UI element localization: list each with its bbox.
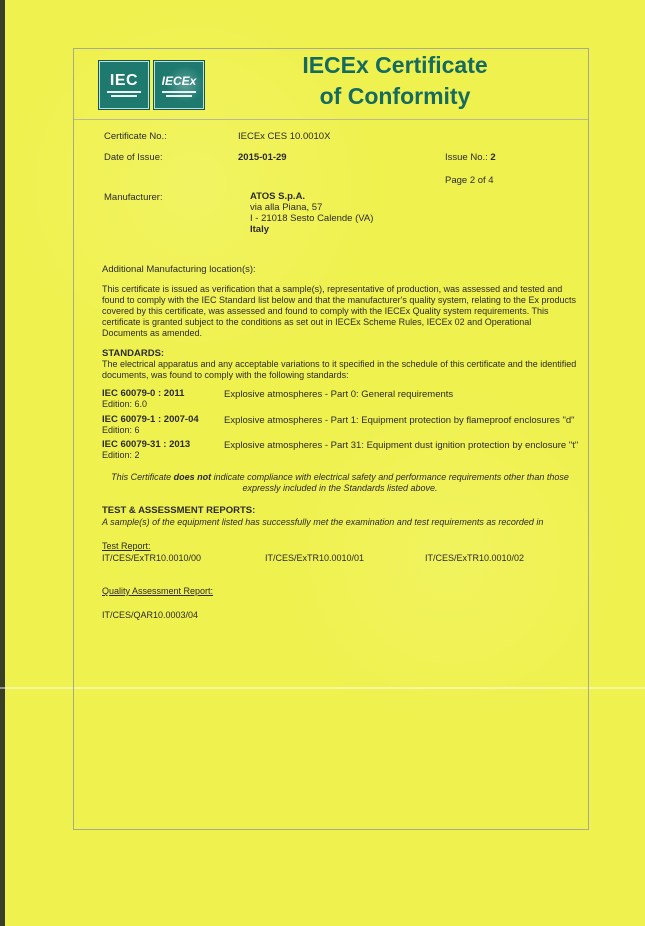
standard-code: IEC 60079-31 : 2013 bbox=[102, 439, 191, 450]
standard-edition: Edition: 6 bbox=[102, 424, 140, 435]
standard-code-cell bbox=[102, 439, 224, 460]
issue-no-label: Issue No.: bbox=[445, 152, 491, 163]
iecex-logo-line bbox=[162, 91, 196, 93]
disclaimer-text: This Certificate bbox=[111, 472, 174, 482]
scan-left-edge bbox=[0, 0, 5, 926]
iec-logo-line bbox=[111, 95, 137, 97]
manufacturer-label: Manufacturer: bbox=[104, 192, 163, 203]
date-of-issue-value: 2015-01-29 bbox=[238, 152, 287, 163]
standard-description: Explosive atmospheres - Part 0: General requirements bbox=[224, 389, 454, 400]
issue-no bbox=[445, 152, 496, 163]
test-report-code: IT/CES/ExTR10.0010/00 bbox=[102, 553, 202, 563]
standard-code-cell bbox=[102, 388, 224, 409]
standard-code: IEC 60079-1 : 2007-04 bbox=[102, 413, 199, 425]
date-of-issue-label: Date of Issue: bbox=[104, 152, 163, 163]
iecex-logo-line bbox=[166, 95, 192, 97]
standard-edition: Edition: 6.0 bbox=[102, 399, 148, 409]
standards-table bbox=[102, 388, 584, 465]
verification-paragraph: This certificate is issued as verification that a sample(s), representative of production, was assessed and tested and found to comply with the IEC Standard list below and that the manufacturer's quality system, relating to the Ex products covered by this certificate, was assessed and found to comply with the IECEx Quality system requirements. This certificate is granted subject to the conditions as set out in IECEx Scheme Rules, IECEx 02 and Operational Documents as amended. bbox=[102, 284, 576, 338]
test-assessment-intro: A sample(s) of the equipment listed has successfully met the examination and test requirements as recorded in bbox=[102, 517, 544, 527]
test-assessment-heading: TEST & ASSESSMENT REPORTS: bbox=[102, 505, 256, 516]
certificate-title bbox=[230, 50, 560, 112]
quality-assessment-report-label: Quality Assessment Report: bbox=[102, 586, 214, 596]
standards-heading: STANDARDS: bbox=[102, 348, 165, 359]
additional-locations-label: Additional Manufacturing location(s): bbox=[102, 264, 256, 275]
iec-logo bbox=[98, 60, 150, 110]
certificate-no-label: Certificate No.: bbox=[104, 131, 167, 142]
standard-edition: Edition: 2 bbox=[102, 450, 140, 460]
iecex-logo-text: IECEx bbox=[161, 74, 197, 88]
certificate-no-value: IECEx CES 10.0010X bbox=[238, 131, 331, 142]
iec-logo-text: IEC bbox=[109, 72, 139, 89]
manufacturer-name: ATOS S.p.A. bbox=[250, 191, 306, 202]
standard-row bbox=[102, 414, 584, 435]
iecex-logo bbox=[153, 60, 205, 110]
issue-no-value: 2 bbox=[490, 152, 496, 163]
standard-code-cell bbox=[102, 414, 224, 435]
disclaimer-paragraph bbox=[102, 472, 578, 494]
test-report-code: IT/CES/ExTR10.0010/02 bbox=[425, 553, 525, 563]
manufacturer-country: Italy bbox=[250, 224, 270, 235]
quality-assessment-report-value: IT/CES/QAR10.0003/04 bbox=[102, 610, 199, 620]
iec-logo-line bbox=[107, 91, 141, 93]
manufacturer-address-block bbox=[250, 191, 373, 235]
manufacturer-city: I - 21018 Sesto Calende (VA) bbox=[250, 213, 374, 224]
title-line-1: IECEx Certificate bbox=[302, 52, 488, 78]
logo-group bbox=[98, 60, 205, 110]
standard-code: IEC 60079-0 : 2011 bbox=[102, 388, 185, 399]
standard-row bbox=[102, 439, 584, 460]
standards-intro: The electrical apparatus and any acceptable variations to it specified in the schedule of this certificate and the identified documents, was found to comply with the following standards: bbox=[102, 359, 577, 380]
title-line-2: of Conformity bbox=[319, 83, 471, 109]
standard-description: Explosive atmospheres - Part 31: Equipment dust ignition protection by enclosure "t" bbox=[224, 440, 579, 451]
test-report-code: IT/CES/ExTR10.0010/01 bbox=[265, 553, 365, 563]
manufacturer-street: via alla Piana, 57 bbox=[250, 202, 323, 213]
standard-description: Explosive atmospheres - Part 1: Equipment protection by flameproof enclosures "d" bbox=[224, 414, 575, 426]
test-report-codes bbox=[102, 553, 584, 563]
test-report-label: Test Report: bbox=[102, 541, 151, 551]
disclaimer-text: indicate compliance with electrical safety and performance requirements other than those expressly included in the Standards listed above. bbox=[211, 472, 569, 493]
disclaimer-emphasis: does not bbox=[173, 472, 212, 482]
page-indicator: Page 2 of 4 bbox=[445, 175, 494, 186]
standard-row bbox=[102, 388, 584, 409]
header-divider-line bbox=[74, 119, 588, 120]
